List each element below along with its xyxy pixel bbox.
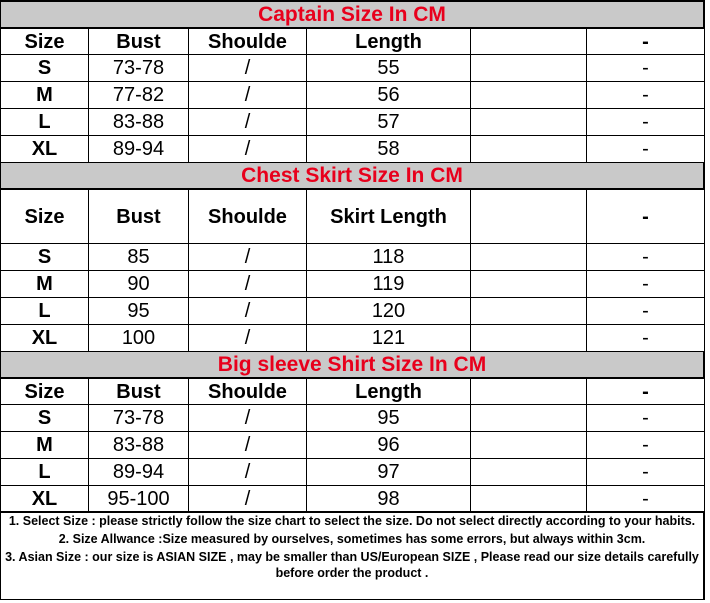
size-cell: XL xyxy=(1,325,89,352)
dash-cell: - xyxy=(587,325,705,352)
bust-cell: 73-78 xyxy=(89,55,189,82)
shoulder-cell: / xyxy=(189,82,307,109)
col-shoulder-header: Shoulde xyxy=(189,190,307,244)
dash-cell: - xyxy=(587,459,705,486)
shoulder-cell: / xyxy=(189,109,307,136)
length-cell: 118 xyxy=(307,244,471,271)
section-title-big-sleeve-shirt: Big sleeve Shirt Size In CM xyxy=(0,351,704,378)
shoulder-cell: / xyxy=(189,244,307,271)
big-sleeve-shirt-size-table xyxy=(0,378,705,513)
size-cell: S xyxy=(1,55,89,82)
chest-skirt-size-table xyxy=(0,189,705,352)
size-cell: M xyxy=(1,82,89,109)
size-cell: M xyxy=(1,432,89,459)
table-row xyxy=(1,405,705,432)
bust-cell: 85 xyxy=(89,244,189,271)
length-cell: 97 xyxy=(307,459,471,486)
length-cell: 96 xyxy=(307,432,471,459)
dash-cell: - xyxy=(587,82,705,109)
note-asian-size: 3. Asian Size : our size is ASIAN SIZE , may be smaller than US/European SIZE , Please read our size details carefully before order the product . xyxy=(5,550,699,580)
shoulder-cell: / xyxy=(189,271,307,298)
table-row xyxy=(1,298,705,325)
shoulder-cell: / xyxy=(189,486,307,513)
length-cell: 95 xyxy=(307,405,471,432)
dash-cell: - xyxy=(587,486,705,513)
size-cell: XL xyxy=(1,136,89,163)
blank-cell xyxy=(471,55,587,82)
length-cell: 56 xyxy=(307,82,471,109)
col-bust-header: Bust xyxy=(89,29,189,55)
col-size-header: Size xyxy=(1,190,89,244)
shoulder-cell: / xyxy=(189,55,307,82)
length-cell: 57 xyxy=(307,109,471,136)
dash-cell: - xyxy=(587,405,705,432)
section-title-captain: Captain Size In CM xyxy=(0,1,704,28)
size-cell: S xyxy=(1,244,89,271)
section-title-chest-skirt: Chest Skirt Size In CM xyxy=(0,162,704,189)
dash-cell: - xyxy=(587,109,705,136)
dash-cell: - xyxy=(587,244,705,271)
blank-cell xyxy=(471,244,587,271)
bust-cell: 83-88 xyxy=(89,109,189,136)
table-header-row xyxy=(1,190,705,244)
col-length-header: Length xyxy=(307,379,471,405)
col-bust-header: Bust xyxy=(89,190,189,244)
length-cell: 119 xyxy=(307,271,471,298)
table-row xyxy=(1,136,705,163)
size-cell: L xyxy=(1,459,89,486)
bust-cell: 100 xyxy=(89,325,189,352)
blank-cell xyxy=(471,486,587,513)
col-dash-header: - xyxy=(587,379,705,405)
dash-cell: - xyxy=(587,55,705,82)
blank-cell xyxy=(471,405,587,432)
table-row xyxy=(1,55,705,82)
table-row xyxy=(1,82,705,109)
note-select-size: 1. Select Size : please strictly follow the size chart to select the size. Do not select directly according to your habits. xyxy=(8,514,696,528)
table-row xyxy=(1,325,705,352)
length-cell: 58 xyxy=(307,136,471,163)
size-cell: L xyxy=(1,298,89,325)
col-shoulder-header: Shoulde xyxy=(189,29,307,55)
table-header-row xyxy=(1,29,705,55)
blank-cell xyxy=(471,432,587,459)
dash-cell: - xyxy=(587,432,705,459)
blank-cell xyxy=(471,325,587,352)
blank-cell xyxy=(471,298,587,325)
size-cell: M xyxy=(1,271,89,298)
col-dash-header: - xyxy=(587,29,705,55)
col-skirt-length-header: Skirt Length xyxy=(307,190,471,244)
blank-cell xyxy=(471,271,587,298)
shoulder-cell: / xyxy=(189,405,307,432)
bust-cell: 89-94 xyxy=(89,459,189,486)
table-row xyxy=(1,459,705,486)
bust-cell: 95 xyxy=(89,298,189,325)
shoulder-cell: / xyxy=(189,432,307,459)
table-row xyxy=(1,244,705,271)
bust-cell: 73-78 xyxy=(89,405,189,432)
shoulder-cell: / xyxy=(189,136,307,163)
blank-cell xyxy=(471,82,587,109)
bust-cell: 77-82 xyxy=(89,82,189,109)
col-length-header: Length xyxy=(307,29,471,55)
table-header-row xyxy=(1,379,705,405)
blank-cell xyxy=(471,459,587,486)
dash-cell: - xyxy=(587,271,705,298)
size-cell: S xyxy=(1,405,89,432)
col-size-header: Size xyxy=(1,379,89,405)
shoulder-cell: / xyxy=(189,298,307,325)
table-row xyxy=(1,486,705,513)
shoulder-cell: / xyxy=(189,325,307,352)
bust-cell: 83-88 xyxy=(89,432,189,459)
table-row xyxy=(1,109,705,136)
captain-size-table xyxy=(0,28,705,163)
col-shoulder-header: Shoulde xyxy=(189,379,307,405)
table-row xyxy=(1,432,705,459)
size-cell: XL xyxy=(1,486,89,513)
blank-cell xyxy=(471,136,587,163)
blank-cell xyxy=(471,109,587,136)
bust-cell: 90 xyxy=(89,271,189,298)
dash-cell: - xyxy=(587,298,705,325)
bust-cell: 95-100 xyxy=(89,486,189,513)
table-row xyxy=(1,271,705,298)
length-cell: 98 xyxy=(307,486,471,513)
col-blank-header xyxy=(471,379,587,405)
size-cell: L xyxy=(1,109,89,136)
col-bust-header: Bust xyxy=(89,379,189,405)
size-notes xyxy=(0,511,704,600)
col-dash-header: - xyxy=(587,190,705,244)
dash-cell: - xyxy=(587,136,705,163)
length-cell: 55 xyxy=(307,55,471,82)
length-cell: 121 xyxy=(307,325,471,352)
col-size-header: Size xyxy=(1,29,89,55)
col-blank-header xyxy=(471,190,587,244)
note-size-allowance: 2. Size Allwance :Size measured by ourselves, sometimes has some errors, but always within 3cm. xyxy=(58,532,646,546)
length-cell: 120 xyxy=(307,298,471,325)
col-blank-header xyxy=(471,29,587,55)
bust-cell: 89-94 xyxy=(89,136,189,163)
shoulder-cell: / xyxy=(189,459,307,486)
